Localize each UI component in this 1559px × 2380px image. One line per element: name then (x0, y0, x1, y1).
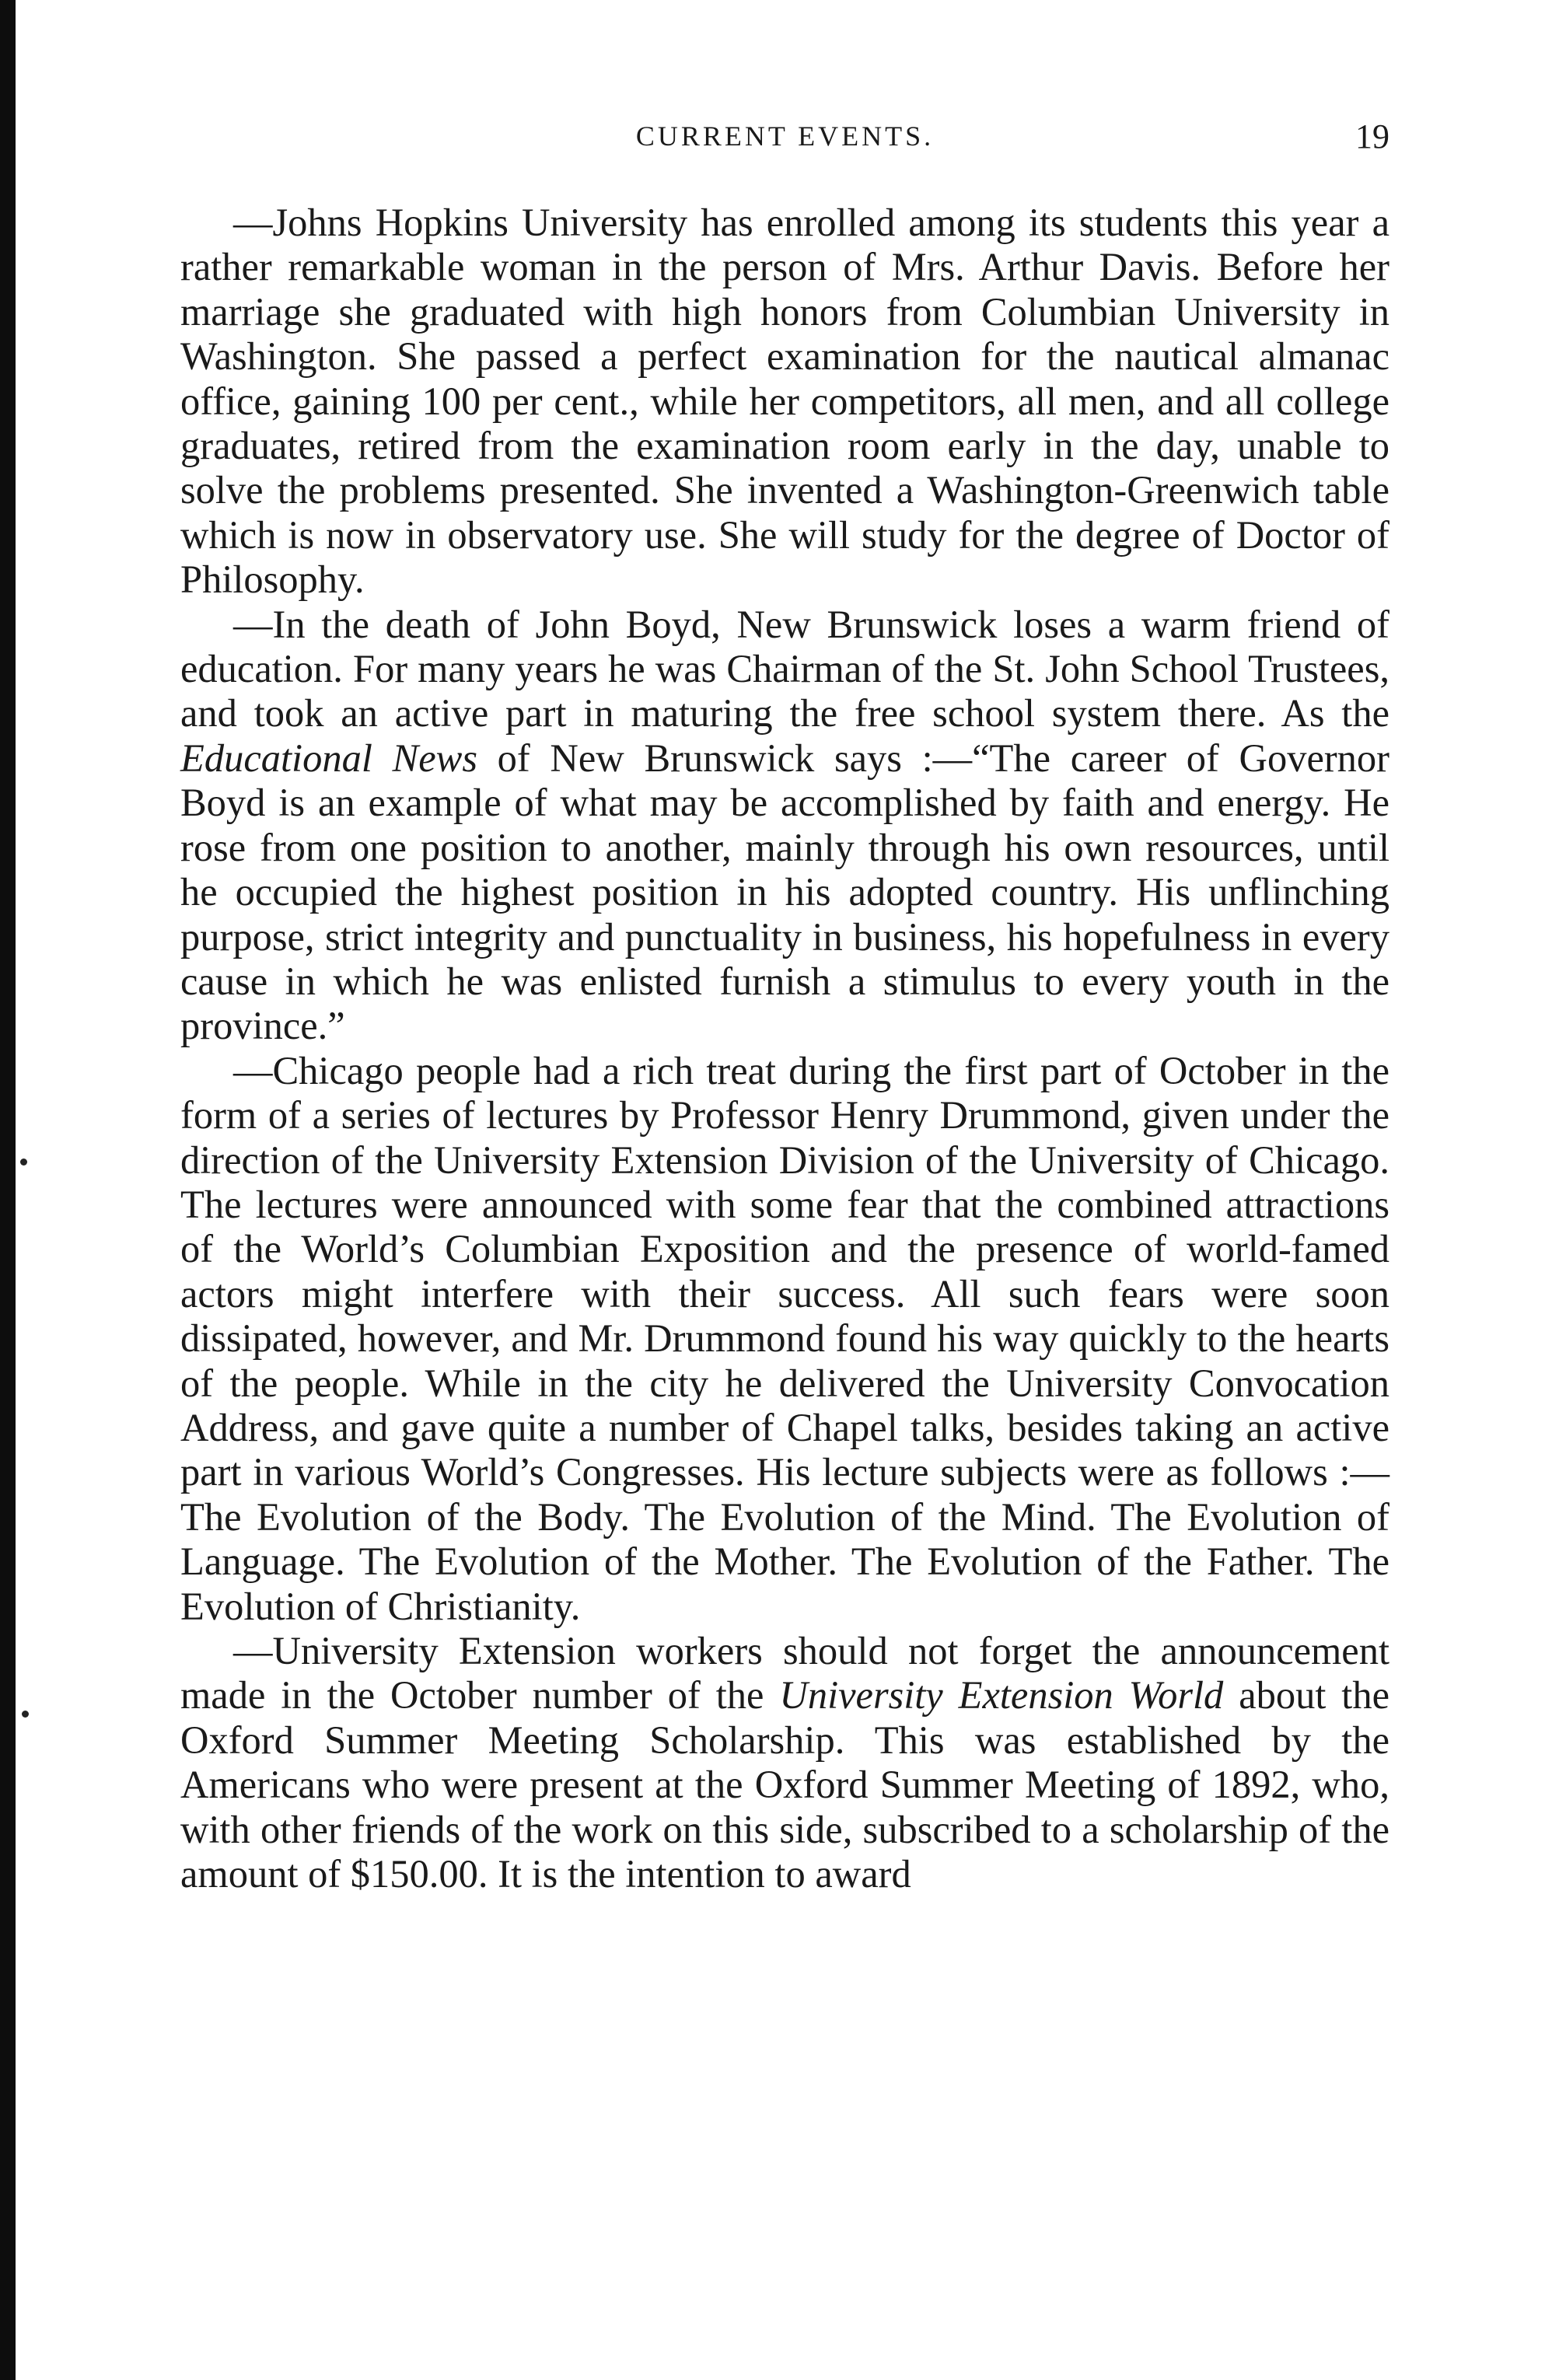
paragraph-text: about the Oxford Summer Meeting Scholarship. This was established by the Americans who were present at the Oxford Summer Meeting of 1892, who, with other friends of the work on this side, subscribed to a scholarship of the amount of $150.00. It is the intention to award (180, 1673, 1389, 1896)
paragraph-johns-hopkins: —Johns Hopkins University has enrolled among its students this year a rather remarkable woman in the person of Mrs. Arthur Davis. Before her marriage she graduated with high honors from Columbian University in Washington. She passed a perfect examination for the nautical almanac office, gaining 100 per cent., while her competitors, all men, and all college graduates, retired from the examination room early in the day, unable to solve the problems presented. She invented a Washington-Greenwich table which is now in observatory use. She will study for the degree of Doctor of Philosophy. (180, 201, 1389, 602)
page-number: 19 (1355, 117, 1389, 156)
running-head (180, 109, 1389, 163)
paragraph-john-boyd (180, 603, 1389, 1049)
paragraph-drummond-lectures: —Chicago people had a rich treat during the first part of October in the form of a series of lectures by Professor Henry Drummond, given under the direction of the University Extension Division of the University of Chicago. The lectures were announced with some fear that the combined attractions of the World’s Columbian Exposition and the presence of world-famed actors might interfere with their success. All such fears were soon dissipated, however, and Mr. Drummond found his way quickly to the hearts of the people. While in the city he delivered the University Convocation Address, and gave quite a number of Chapel talks, besides taking an active part in various World’s Congresses. His lecture subjects were as follows :—The Evolution of the Body. The Evolution of the Mind. The Evolution of Language. The Evolution of the Mother. The Evolution of the Father. The Evolution of Christianity. (180, 1048, 1389, 1628)
publication-title: Educational News (180, 736, 477, 780)
binding-edge (0, 0, 16, 2380)
paragraph-text: —University Extension workers should not forget the announcement made in the October number of the (180, 1629, 1389, 1718)
page (180, 109, 1389, 1896)
publication-title: University Extension World (779, 1673, 1224, 1718)
paragraph-oxford-scholarship (180, 1629, 1389, 1896)
binding-speck (22, 1711, 29, 1718)
article-body (180, 201, 1389, 1896)
paragraph-text: —In the death of John Boyd, New Brunswick loses a warm friend of education. For many years he was Chairman of the St. John School Trustees, and took an active part in maturing the free school system there. As the (180, 602, 1389, 736)
running-head-title: CURRENT EVENTS. (635, 121, 935, 152)
binding-speck (20, 1159, 27, 1166)
paragraph-text: of New Brunswick says :—“The career of Governor Boyd is an example of what may be accomplished by faith and energy. He rose from one position to another, mainly through his own resources, until he occupied the highest position in his adopted country. His unflinching purpose, strict integrity and punctuality in business, his hopefulness in every cause in which he was enlisted furnish a stimulus to every youth in the province.” (180, 736, 1389, 1048)
